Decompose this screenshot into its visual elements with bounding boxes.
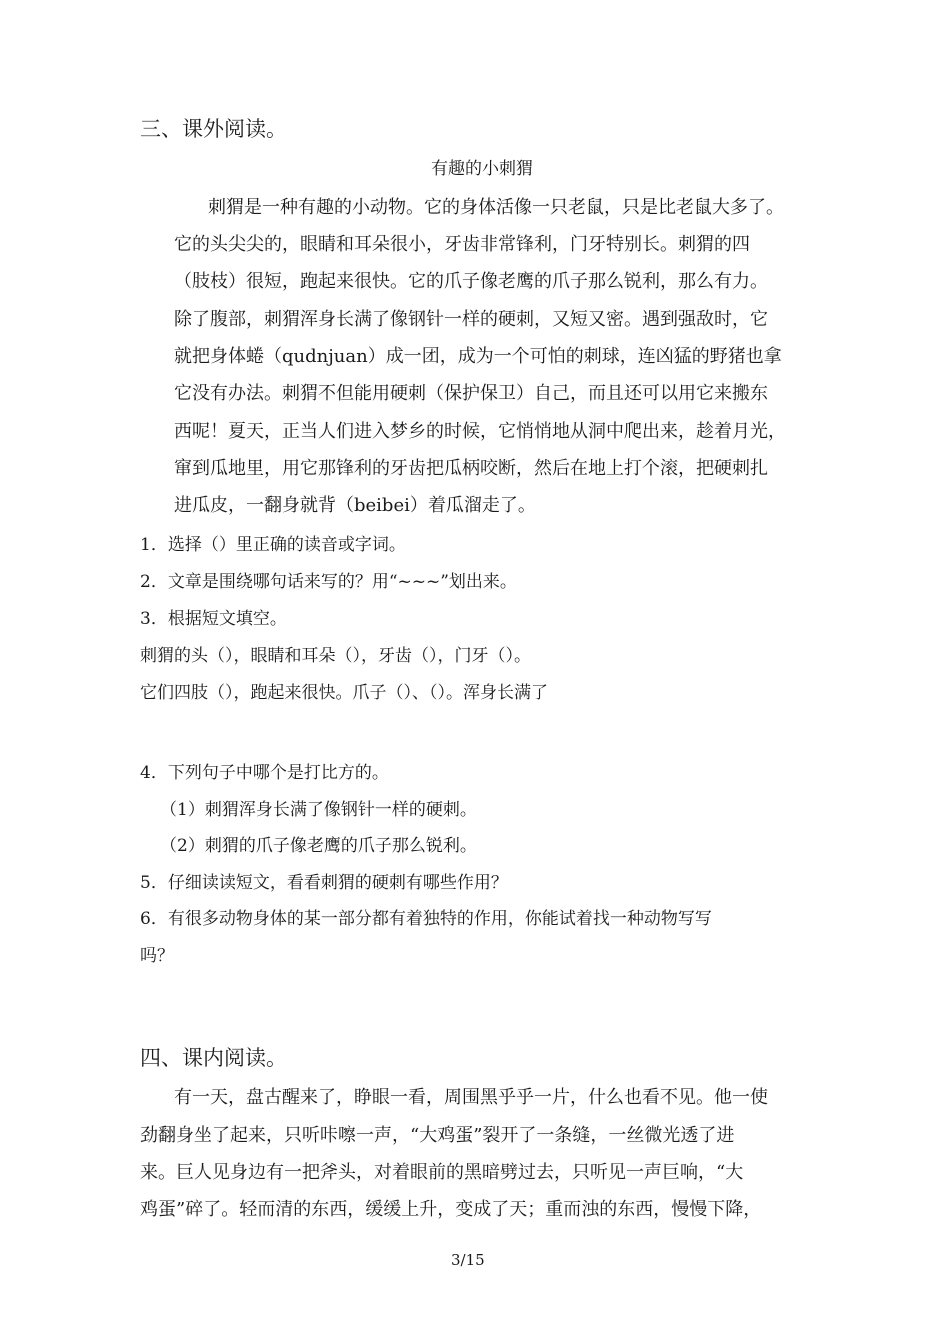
passage-line: 来。巨人见身边有一把斧头，对着眼前的黑暗劈过去，只听见一声巨响，“大 bbox=[140, 1162, 744, 1183]
passage-line: 有一天，盘古醒来了，睁眼一看，周围黑乎乎一片，什么也看不见。他一使 bbox=[174, 1087, 768, 1108]
option-2: （2）刺猬的爪子像老鹰的爪子那么锐利。 bbox=[160, 836, 477, 856]
passage-line: （肢枝）很短，跑起来很快。它的爪子像老鹰的爪子那么锐利，那么有力。 bbox=[174, 271, 768, 292]
passage-line: 进瓜皮，一翻身就背（beibei）着瓜溜走了。 bbox=[174, 495, 536, 516]
question-2: 2．文章是围绕哪句话来写的？用“~~~”划出来。 bbox=[140, 572, 517, 592]
question-1: 1．选择（）里正确的读音或字词。 bbox=[140, 535, 406, 555]
passage-line: 西呢！夏天，正当人们进入梦乡的时候，它悄悄地从洞中爬出来，趁着月光， bbox=[174, 421, 786, 442]
story-title: 有趣的小刺猬 bbox=[431, 159, 533, 179]
section4-heading: 四、课内阅读。 bbox=[140, 1046, 287, 1070]
passage-line: 劲翻身坐了起来，只听咔嚓一声，“大鸡蛋”裂开了一条缝，一丝微光透了进 bbox=[140, 1125, 735, 1146]
passage-line: 窜到瓜地里，用它那锋利的牙齿把瓜柄咬断，然后在地上打个滚，把硬刺扎 bbox=[174, 458, 768, 479]
fill-blank-line: 它们四肢（），跑起来很快。爪子（）、（）。浑身长满了 bbox=[140, 683, 548, 703]
question-4: 4．下列句子中哪个是打比方的。 bbox=[140, 763, 389, 783]
question-6-cont: 吗？ bbox=[140, 946, 174, 966]
question-6: 6．有很多动物身体的某一部分都有着独特的作用，你能试着找一种动物写写 bbox=[140, 909, 712, 929]
passage-line: 就把身体蜷（qudnjuan）成一团，成为一个可怕的刺球，连凶猛的野猪也拿 bbox=[174, 346, 782, 367]
fill-blank-line: 刺猬的头（），眼睛和耳朵（），牙齿（），门牙（）。 bbox=[140, 646, 531, 666]
option-1: （1）刺猬浑身长满了像钢针一样的硬刺。 bbox=[160, 800, 477, 820]
passage-line: 鸡蛋”碎了。轻而清的东西，缓缓上升，变成了天；重而浊的东西，慢慢下降， bbox=[140, 1199, 762, 1220]
question-3: 3．根据短文填空。 bbox=[140, 609, 287, 629]
section3-heading: 三、课外阅读。 bbox=[140, 117, 287, 141]
passage-line: 除了腹部，刺猬浑身长满了像钢针一样的硬刺，又短又密。遇到强敌时，它 bbox=[174, 309, 768, 330]
passage-line: 它的头尖尖的，眼睛和耳朵很小，牙齿非常锋利，门牙特别长。刺猬的四 bbox=[174, 234, 750, 255]
passage-line: 它没有办法。刺猬不但能用硬刺（保护保卫）自己，而且还可以用它来搬东 bbox=[174, 383, 768, 404]
question-5: 5．仔细读读短文，看看刺猬的硬刺有哪些作用？ bbox=[140, 873, 508, 893]
page-number: 3/15 bbox=[451, 1251, 485, 1269]
passage-line: 刺猬是一种有趣的小动物。它的身体活像一只老鼠，只是比老鼠大多了。 bbox=[208, 197, 784, 218]
